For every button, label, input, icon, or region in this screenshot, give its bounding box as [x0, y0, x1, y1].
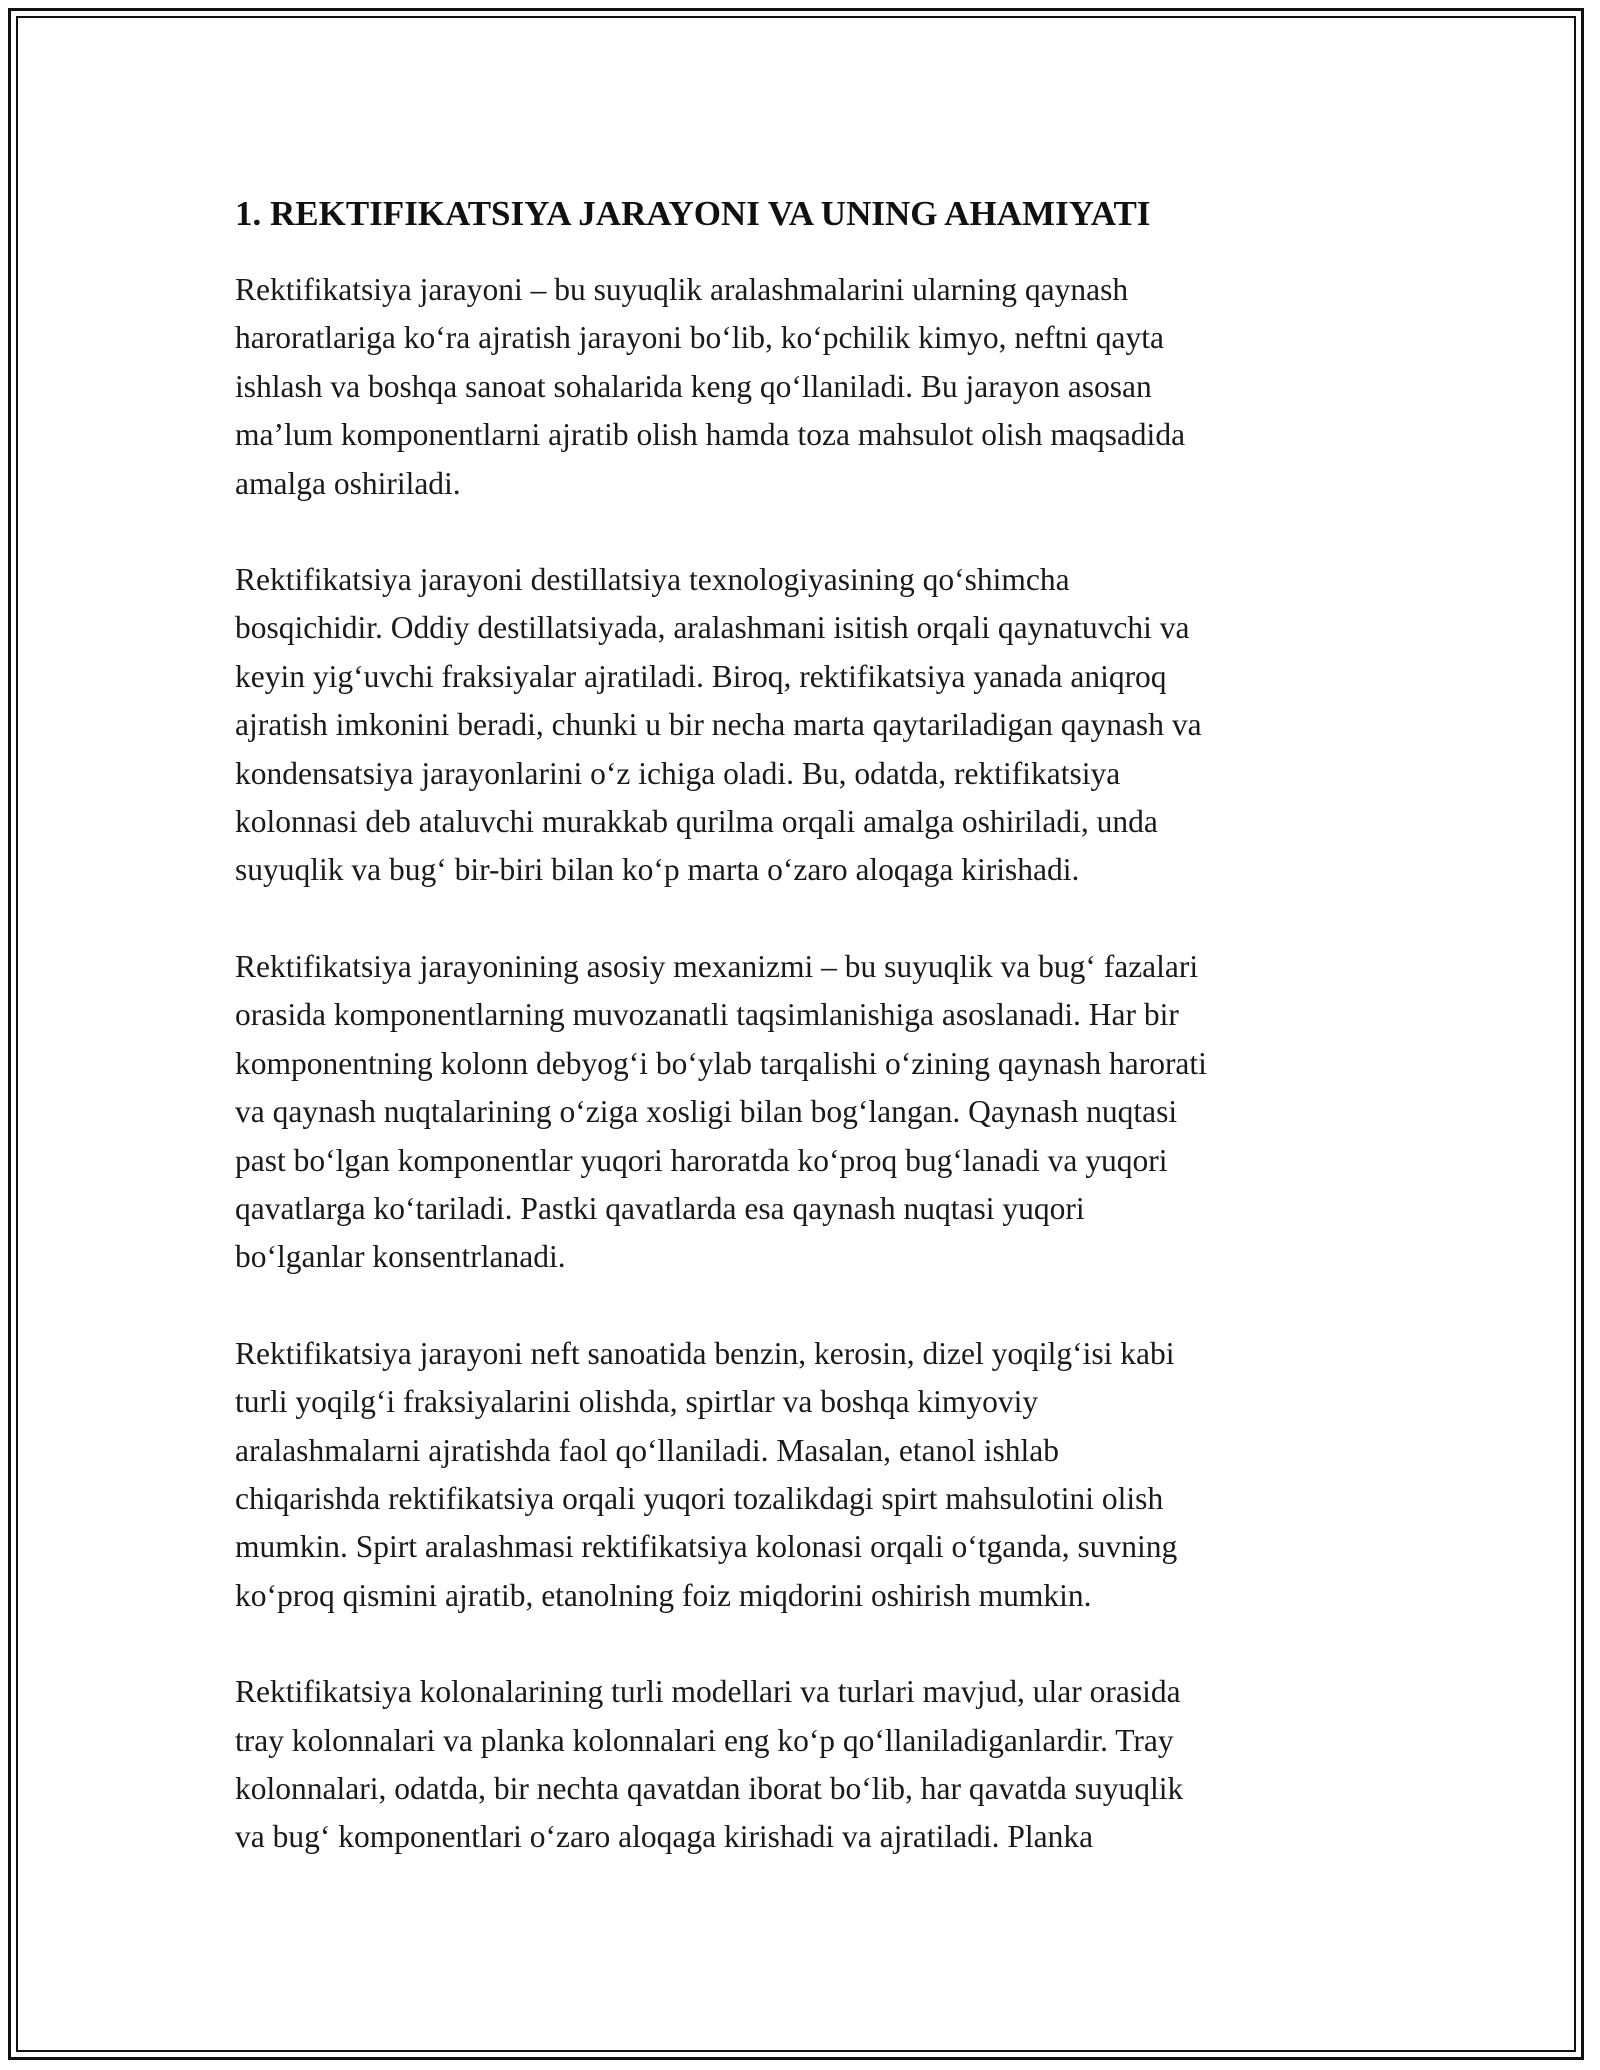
text-line: orasida komponentlarning muvozanatli taqsimlanishiga asoslanadi. Har bir	[235, 997, 1179, 1033]
text-line: ajratish imkonini beradi, chunki u bir necha marta qaytariladigan qaynash va	[235, 707, 1202, 743]
text-line: va qaynash nuqtalarining oʻziga xosligi bilan bogʻlangan. Qaynash nuqtasi	[235, 1094, 1178, 1130]
text-line: koʻproq qismini ajratib, etanolning foiz miqdorini oshirish mumkin.	[235, 1577, 1092, 1613]
text-line: Rektifikatsiya jarayoni – bu suyuqlik aralashmalarini ularning qaynash	[235, 272, 1129, 307]
text-line: kolonnalari, odatda, bir nechta qavatdan iborat boʻlib, har qavatda suyuqlik	[235, 1770, 1184, 1806]
text-line: va bugʻ komponentlari oʻzaro aloqaga kirishadi va ajratiladi. Planka	[235, 1819, 1094, 1855]
text-line: aralashmalarni ajratishda faol qoʻllaniladi. Masalan, etanol ishlab	[235, 1432, 1059, 1468]
text-line: suyuqlik va bugʻ bir-biri bilan koʻp marta oʻzaro aloqaga kirishadi.	[235, 852, 1080, 888]
paragraph-3	[235, 943, 1370, 1282]
text-line: ishlash va boshqa sanoat sohalarida keng qoʻllaniladi. Bu jarayon asosan	[235, 368, 1152, 404]
text-line: amalga oshiriladi.	[235, 465, 461, 501]
text-line: bosqichidir. Oddiy destillatsiyada, aralashmani isitish orqali qaynatuvchi va	[235, 610, 1190, 646]
paragraph-2	[235, 556, 1370, 895]
text-line: past boʻlgan komponentlar yuqori haroratda koʻproq bugʻlanadi va yuqori	[235, 1142, 1168, 1178]
text-line: qavatlarga koʻtariladi. Pastki qavatlarda esa qaynash nuqtasi yuqori	[235, 1190, 1085, 1226]
text-line: kolonnasi deb ataluvchi murakkab qurilma orqali amalga oshiriladi, unda	[235, 804, 1158, 840]
text-line: boʻlganlar konsentrlanadi.	[235, 1239, 566, 1275]
paragraph-4	[235, 1330, 1370, 1620]
paragraph-5	[235, 1668, 1370, 1862]
text-line: Rektifikatsiya kolonalarining turli modellari va turlari mavjud, ular orasida	[235, 1674, 1181, 1710]
text-line: komponentning kolonn debyogʻi boʻylab tarqalishi oʻzining qaynash harorati	[235, 1045, 1207, 1081]
document-body	[235, 186, 1370, 1910]
text-line: ma’lum komponentlarni ajratib olish hamda toza mahsulot olish maqsadida	[235, 417, 1186, 453]
text-line: kondensatsiya jarayonlarini oʻz ichiga oladi. Bu, odatda, rektifikatsiya	[235, 755, 1121, 791]
text-line: haroratlariga koʻra ajratish jarayoni boʻlib, koʻpchilik kimyo, neftni qayta	[235, 320, 1164, 356]
text-line: Rektifikatsiya jarayonining asosiy mexanizmi – bu suyuqlik va bugʻ fazalari	[235, 948, 1199, 984]
section-heading: 1. REKTIFIKATSIYA JARAYONI VA UNING AHAMIYATI	[235, 194, 1151, 233]
text-line: mumkin. Spirt aralashmasi rektifikatsiya kolonasi orqali oʻtganda, suvning	[235, 1529, 1178, 1565]
text-line: tray kolonnalari va planka kolonnalari eng koʻp qoʻllaniladiganlardir. Tray	[235, 1722, 1174, 1758]
text-line: Rektifikatsiya jarayoni neft sanoatida benzin, kerosin, dizel yoqilgʻisi kabi	[235, 1335, 1175, 1371]
text-line: turli yoqilgʻi fraksiyalarini olishda, spirtlar va boshqa kimyoviy	[235, 1384, 1039, 1420]
text-line: chiqarishda rektifikatsiya orqali yuqori tozalikdagi spirt mahsulotini olish	[235, 1480, 1164, 1516]
paragraph-1	[235, 266, 1370, 508]
text-line: keyin yigʻuvchi fraksiyalar ajratiladi. Biroq, rektifikatsiya yanada aniqroq	[235, 658, 1167, 694]
text-line: Rektifikatsiya jarayoni destillatsiya texnologiyasining qoʻshimcha	[235, 562, 1070, 598]
